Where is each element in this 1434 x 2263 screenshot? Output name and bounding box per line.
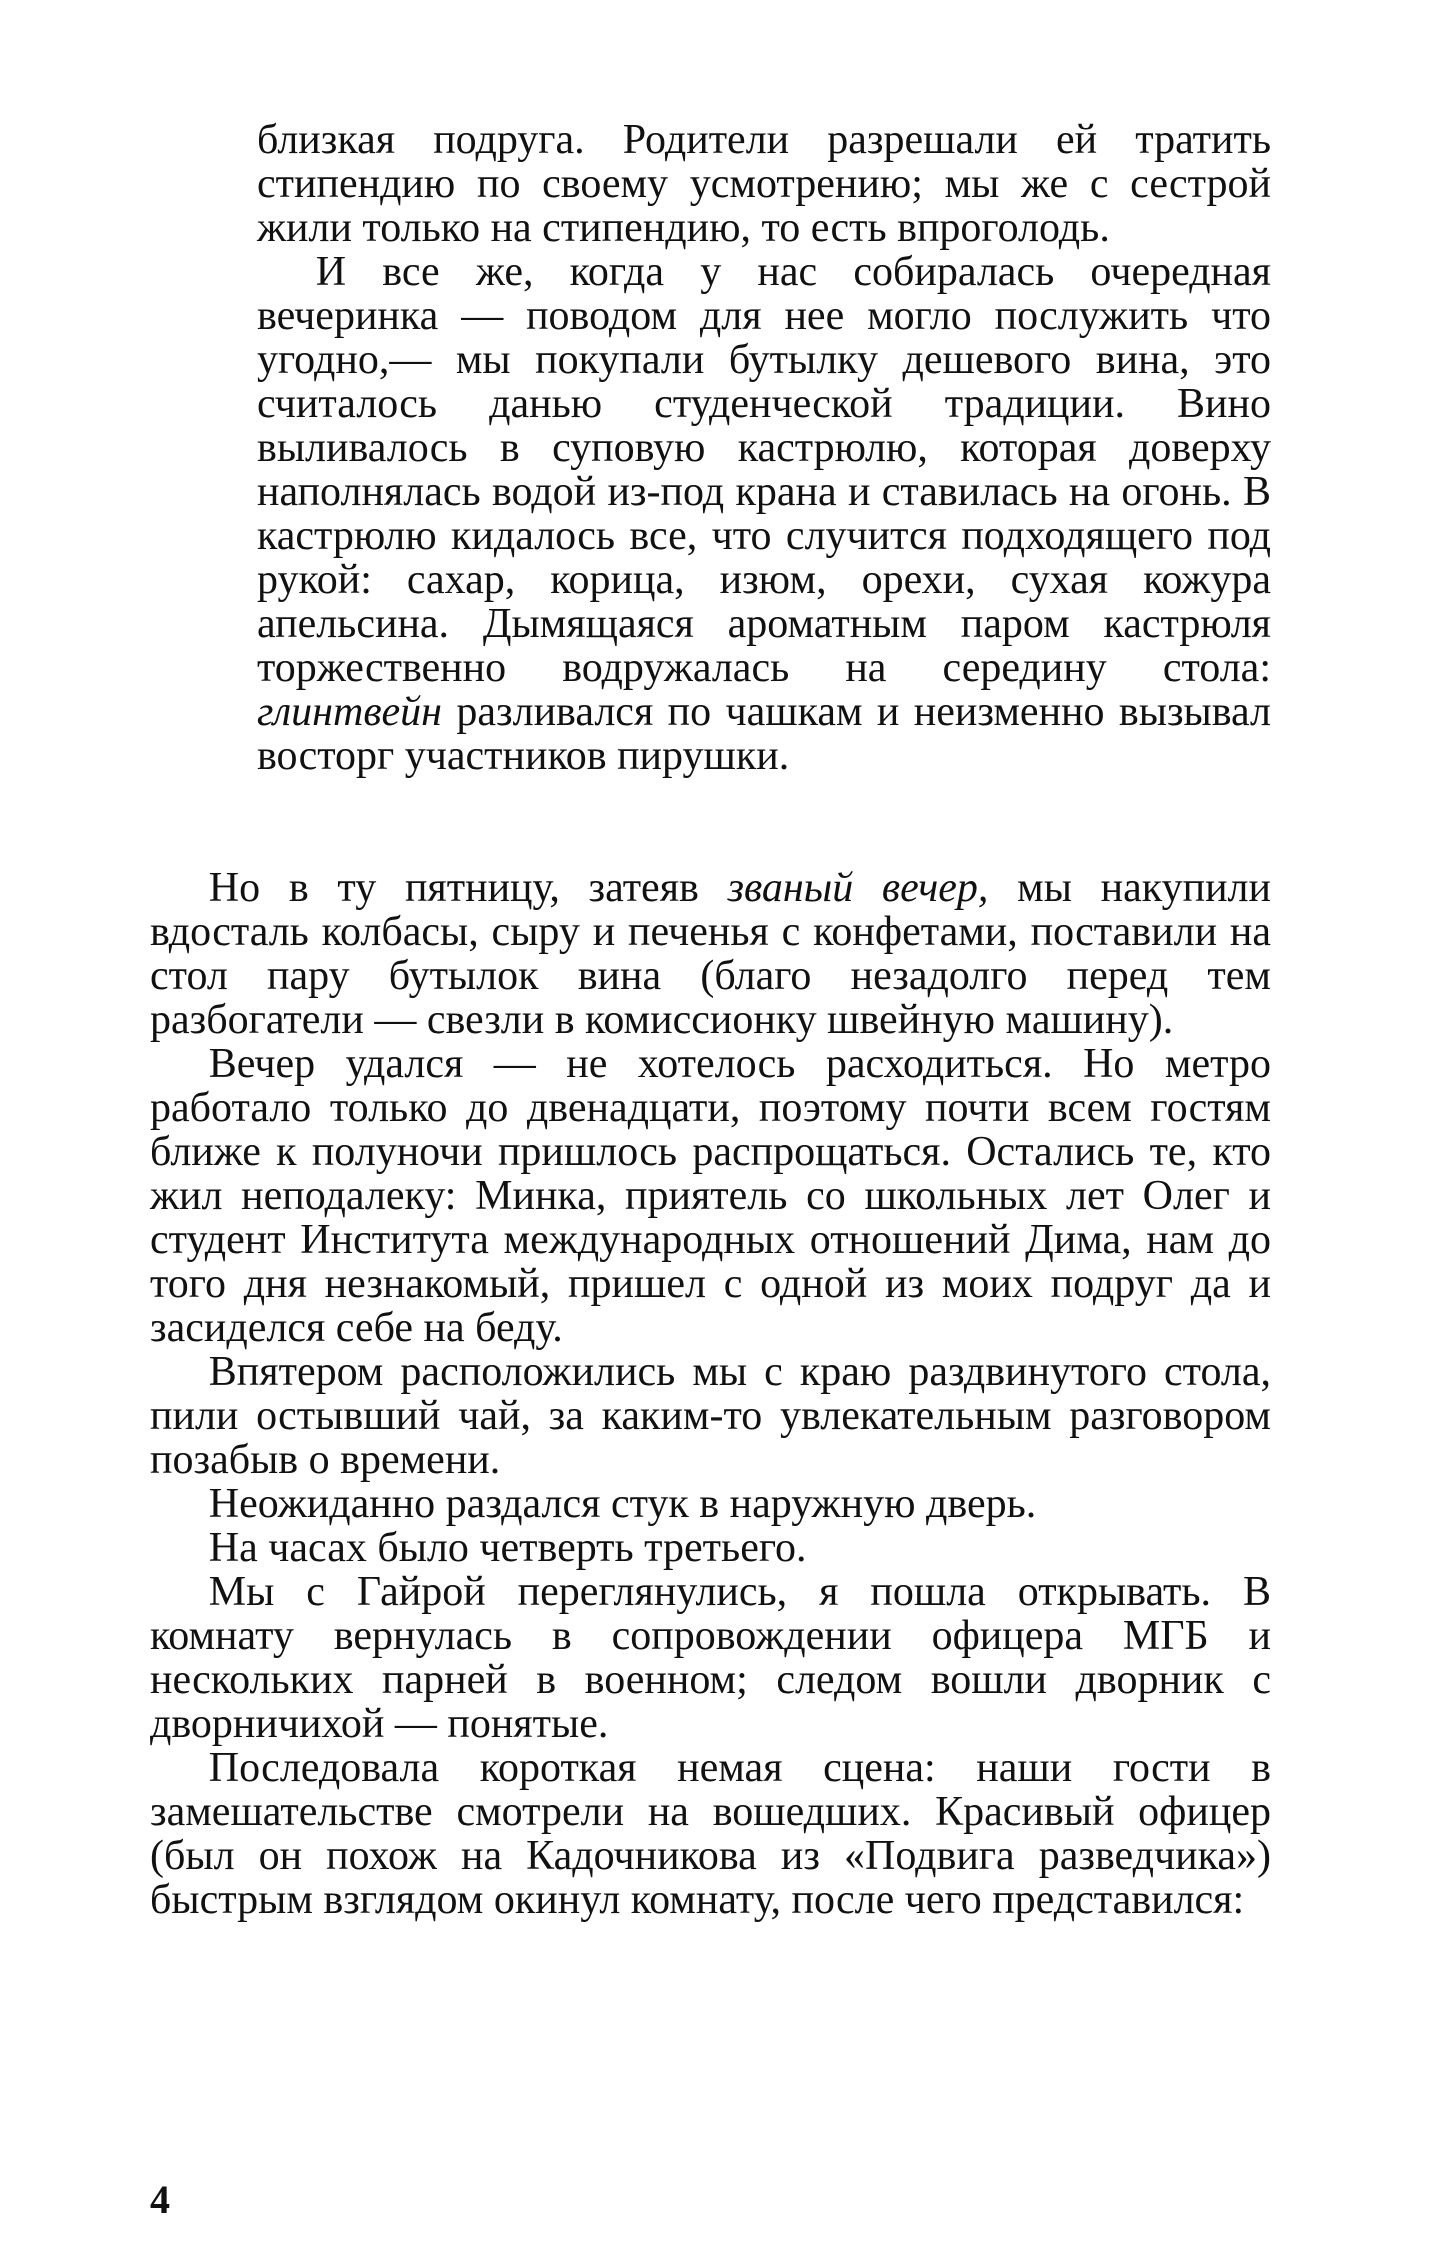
text-run: Впятером расположились мы с краю раздвинутого стола, пили остывший чай, за каким-то увлекательным разговором позабыв о времени. — [150, 1349, 1271, 1483]
paragraph — [150, 1526, 1271, 1570]
text-run: разливался по чашкам и неизменно вызывал восторг участников пирушки. — [257, 689, 1271, 779]
paragraph — [257, 250, 1271, 778]
main-text-block — [150, 866, 1271, 1922]
paragraph — [150, 1042, 1271, 1350]
text-run: Неожиданно раздался стук в наружную дверь. — [208, 1481, 1037, 1527]
text-run: Но в ту пятницу, затеяв — [208, 865, 728, 911]
italic-phrase: глинтвейн — [257, 689, 443, 735]
paragraph — [150, 1746, 1271, 1922]
paragraph — [150, 1482, 1271, 1526]
text-run: близкая подруга. Родители разрешали ей тратить стипендию по своему усмотрению; мы же с сестрой жили только на стипендию, то есть впроголодь. — [257, 117, 1271, 251]
italic-phrase: званый вечер, — [727, 865, 989, 911]
paragraph — [150, 866, 1271, 1042]
text-run: На часах было четверть третьего. — [208, 1525, 807, 1571]
text-run: И все же, когда у нас собиралась очередная вечеринка — поводом для нее могло послужить что угодно,— мы покупали бутылку дешевого вина, это считалось данью студенческой традиции. Вино выливалось в суповую кастрюлю, которая доверху наполнялась водой из-под крана и ставилась на огонь. В кастрюлю кидалось все, что случится подходящего под рукой: сахар, корица, изюм, орехи, сухая кожура апельсина. Дымящаяся ароматным паром кастрюля торжественно водружалась на середину стола: — [257, 249, 1271, 691]
text-run: Вечер удался — не хотелось расходиться. Но метро работало только до двенадцати, поэтому почти всем гостям ближе к полуночи пришлось распрощаться. Остались те, кто жил неподалеку: Минка, приятель со школьных лет Олег и студент Института международных отношений Дима, нам до того дня незнакомый, пришел с одной из моих подруг да и засиделся себе на беду. — [150, 1041, 1271, 1351]
top-text-block — [257, 118, 1271, 778]
paragraph — [150, 1570, 1271, 1746]
paragraph — [150, 1350, 1271, 1482]
text-run: Последовала короткая немая сцена: наши гости в замешательстве смотрели на вошедших. Красивый офицер (был он похож на Кадочникова из «Подвига разведчика») быстрым взглядом окинул комнату, после чего представился: — [150, 1745, 1271, 1923]
text-run: мы накупили вдосталь колбасы, сыру и печенья с конфетами, поставили на стол пару бутылок вина (благо незадолго перед тем разбогатели — свезли в комиссионку швейную машину). — [150, 865, 1271, 1043]
text-run: Мы с Гайрой переглянулись, я пошла открывать. В комнату вернулась в сопровождении офицера МГБ и нескольких парней в военном; следом вошли дворник с дворничихой — понятые. — [150, 1569, 1271, 1747]
paragraph — [257, 118, 1271, 250]
page-number: 4 — [150, 2177, 170, 2222]
